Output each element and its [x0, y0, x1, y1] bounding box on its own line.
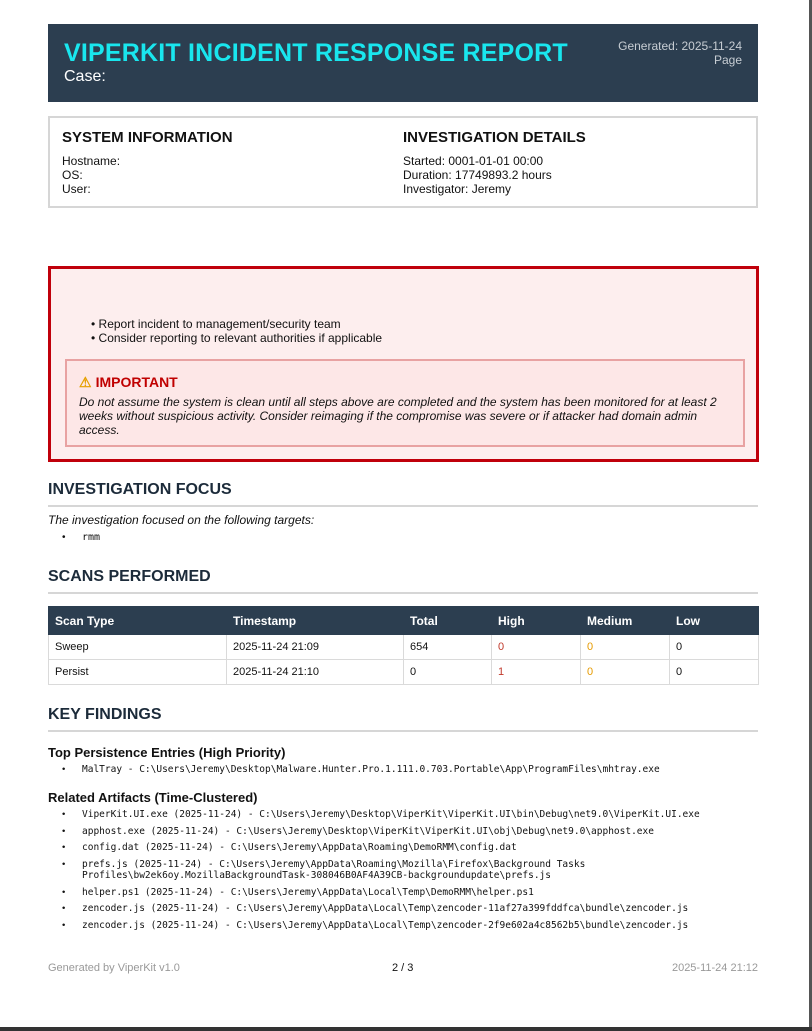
- os-field: OS:: [62, 168, 83, 182]
- page-bottom-edge: [0, 1027, 812, 1031]
- low-cell: 0: [670, 635, 759, 660]
- scan-type-cell: Persist: [49, 660, 227, 685]
- persistence-list: [62, 764, 762, 781]
- list-item: • rmm: [62, 532, 100, 544]
- response-steps-alert: [48, 266, 759, 462]
- report-title: VIPERKIT INCIDENT RESPONSE REPORT: [64, 39, 568, 67]
- timestamp-cell: 2025-11-24 21:10: [227, 660, 404, 685]
- medium-cell: 0: [581, 660, 670, 685]
- column-header: Medium: [581, 607, 670, 635]
- list-item: • config.dat (2025-11-24) - C:\Users\Jeremy\AppData\Roaming\DemoRMM\config.dat: [62, 842, 762, 854]
- important-text: Do not assume the system is clean until all steps above are completed and the system has been monitored for at least 2 weeks without suspicious activity. Consider reimaging if the compromise was severe or if attacker had domain admin access.: [79, 395, 717, 437]
- table-row: [49, 660, 759, 685]
- info-box: [48, 116, 758, 208]
- report-header: [48, 24, 758, 102]
- system-information-heading: SYSTEM INFORMATION: [62, 129, 233, 146]
- case-label: Case:: [64, 68, 106, 85]
- generated-info: [618, 39, 742, 67]
- list-item: • helper.ps1 (2025-11-24) - C:\Users\Jeremy\AppData\Local\Temp\DemoRMM\helper.ps1: [62, 887, 762, 899]
- important-label: IMPORTANT: [95, 374, 178, 390]
- timestamp-cell: 2025-11-24 21:09: [227, 635, 404, 660]
- scans-table: [48, 606, 759, 685]
- list-item: • MalTray - C:\Users\Jeremy\Desktop\Malware.Hunter.Pro.1.111.0.703.Portable\App\ProgramFiles\mhtray.exe: [62, 764, 762, 776]
- investigation-focus-title: INVESTIGATION FOCUS: [48, 481, 758, 507]
- investigator-field: Investigator: Jeremy: [403, 182, 512, 196]
- scans-performed-title: SCANS PERFORMED: [48, 568, 758, 594]
- table-header-row: [49, 607, 759, 635]
- column-header: Scan Type: [49, 607, 227, 635]
- important-title: [79, 374, 178, 391]
- hostname-field: Hostname:: [62, 154, 121, 168]
- list-item: • prefs.js (2025-11-24) - C:\Users\Jeremy\AppData\Roaming\Mozilla\Firefox\Background Tasks Profiles\bw2ek6oy.MozillaBackgroundTask-308046B0AF4A39CB-backgroundupdate\prefs.js: [62, 859, 762, 882]
- medium-cell: 0: [581, 635, 670, 660]
- user-field: User:: [62, 182, 91, 196]
- scan-type-cell: Sweep: [49, 635, 227, 660]
- column-header: Low: [670, 607, 759, 635]
- artifacts-heading: Related Artifacts (Time-Clustered): [48, 790, 258, 805]
- list-item: • Consider reporting to relevant authorities if applicable: [91, 331, 382, 345]
- key-findings-title: KEY FINDINGS: [48, 706, 758, 732]
- focus-intro: The investigation focused on the following targets:: [48, 513, 315, 527]
- focus-targets-list: [62, 532, 100, 544]
- table-row: [49, 635, 759, 660]
- footer-generated-by: Generated by ViperKit v1.0: [48, 962, 180, 974]
- generated-date: Generated: 2025-11-24: [618, 39, 742, 53]
- response-steps-list: [91, 317, 382, 345]
- persistence-heading: Top Persistence Entries (High Priority): [48, 745, 286, 760]
- list-item: • ViperKit.UI.exe (2025-11-24) - C:\Users\Jeremy\Desktop\ViperKit\ViperKit.UI\bin\Debug\net9.0\ViperKit.UI.exe: [62, 809, 762, 821]
- high-cell: 1: [492, 660, 581, 685]
- column-header: Total: [404, 607, 492, 635]
- total-cell: 654: [404, 635, 492, 660]
- warning-icon: ⚠: [79, 374, 92, 390]
- investigation-details-heading: INVESTIGATION DETAILS: [403, 129, 586, 146]
- investigation-details: [403, 129, 586, 196]
- footer-timestamp: 2025-11-24 21:12: [671, 962, 758, 974]
- low-cell: 0: [670, 660, 759, 685]
- artifacts-list: [62, 809, 762, 936]
- footer-page-number: 2 / 3: [392, 962, 414, 974]
- column-header: Timestamp: [227, 607, 404, 635]
- list-item: • apphost.exe (2025-11-24) - C:\Users\Jeremy\Desktop\ViperKit\ViperKit.UI\obj\Debug\net9.0\apphost.exe: [62, 826, 762, 838]
- total-cell: 0: [404, 660, 492, 685]
- page-label: Page: [713, 53, 742, 67]
- list-item: • zencoder.js (2025-11-24) - C:\Users\Jeremy\AppData\Local\Temp\zencoder-2f9e602a4c8562b5\bundle\zencoder.js: [62, 920, 762, 932]
- duration-field: Duration: 17749893.2 hours: [403, 168, 552, 182]
- started-field: Started: 0001-01-01 00:00: [403, 154, 544, 168]
- important-notice: [65, 359, 745, 447]
- list-item: • Report incident to management/security team: [91, 317, 382, 331]
- list-item: • zencoder.js (2025-11-24) - C:\Users\Jeremy\AppData\Local\Temp\zencoder-11af27a399fddfca\bundle\zencoder.js: [62, 903, 762, 915]
- system-information: [62, 129, 233, 196]
- column-header: High: [492, 607, 581, 635]
- high-cell: 0: [492, 635, 581, 660]
